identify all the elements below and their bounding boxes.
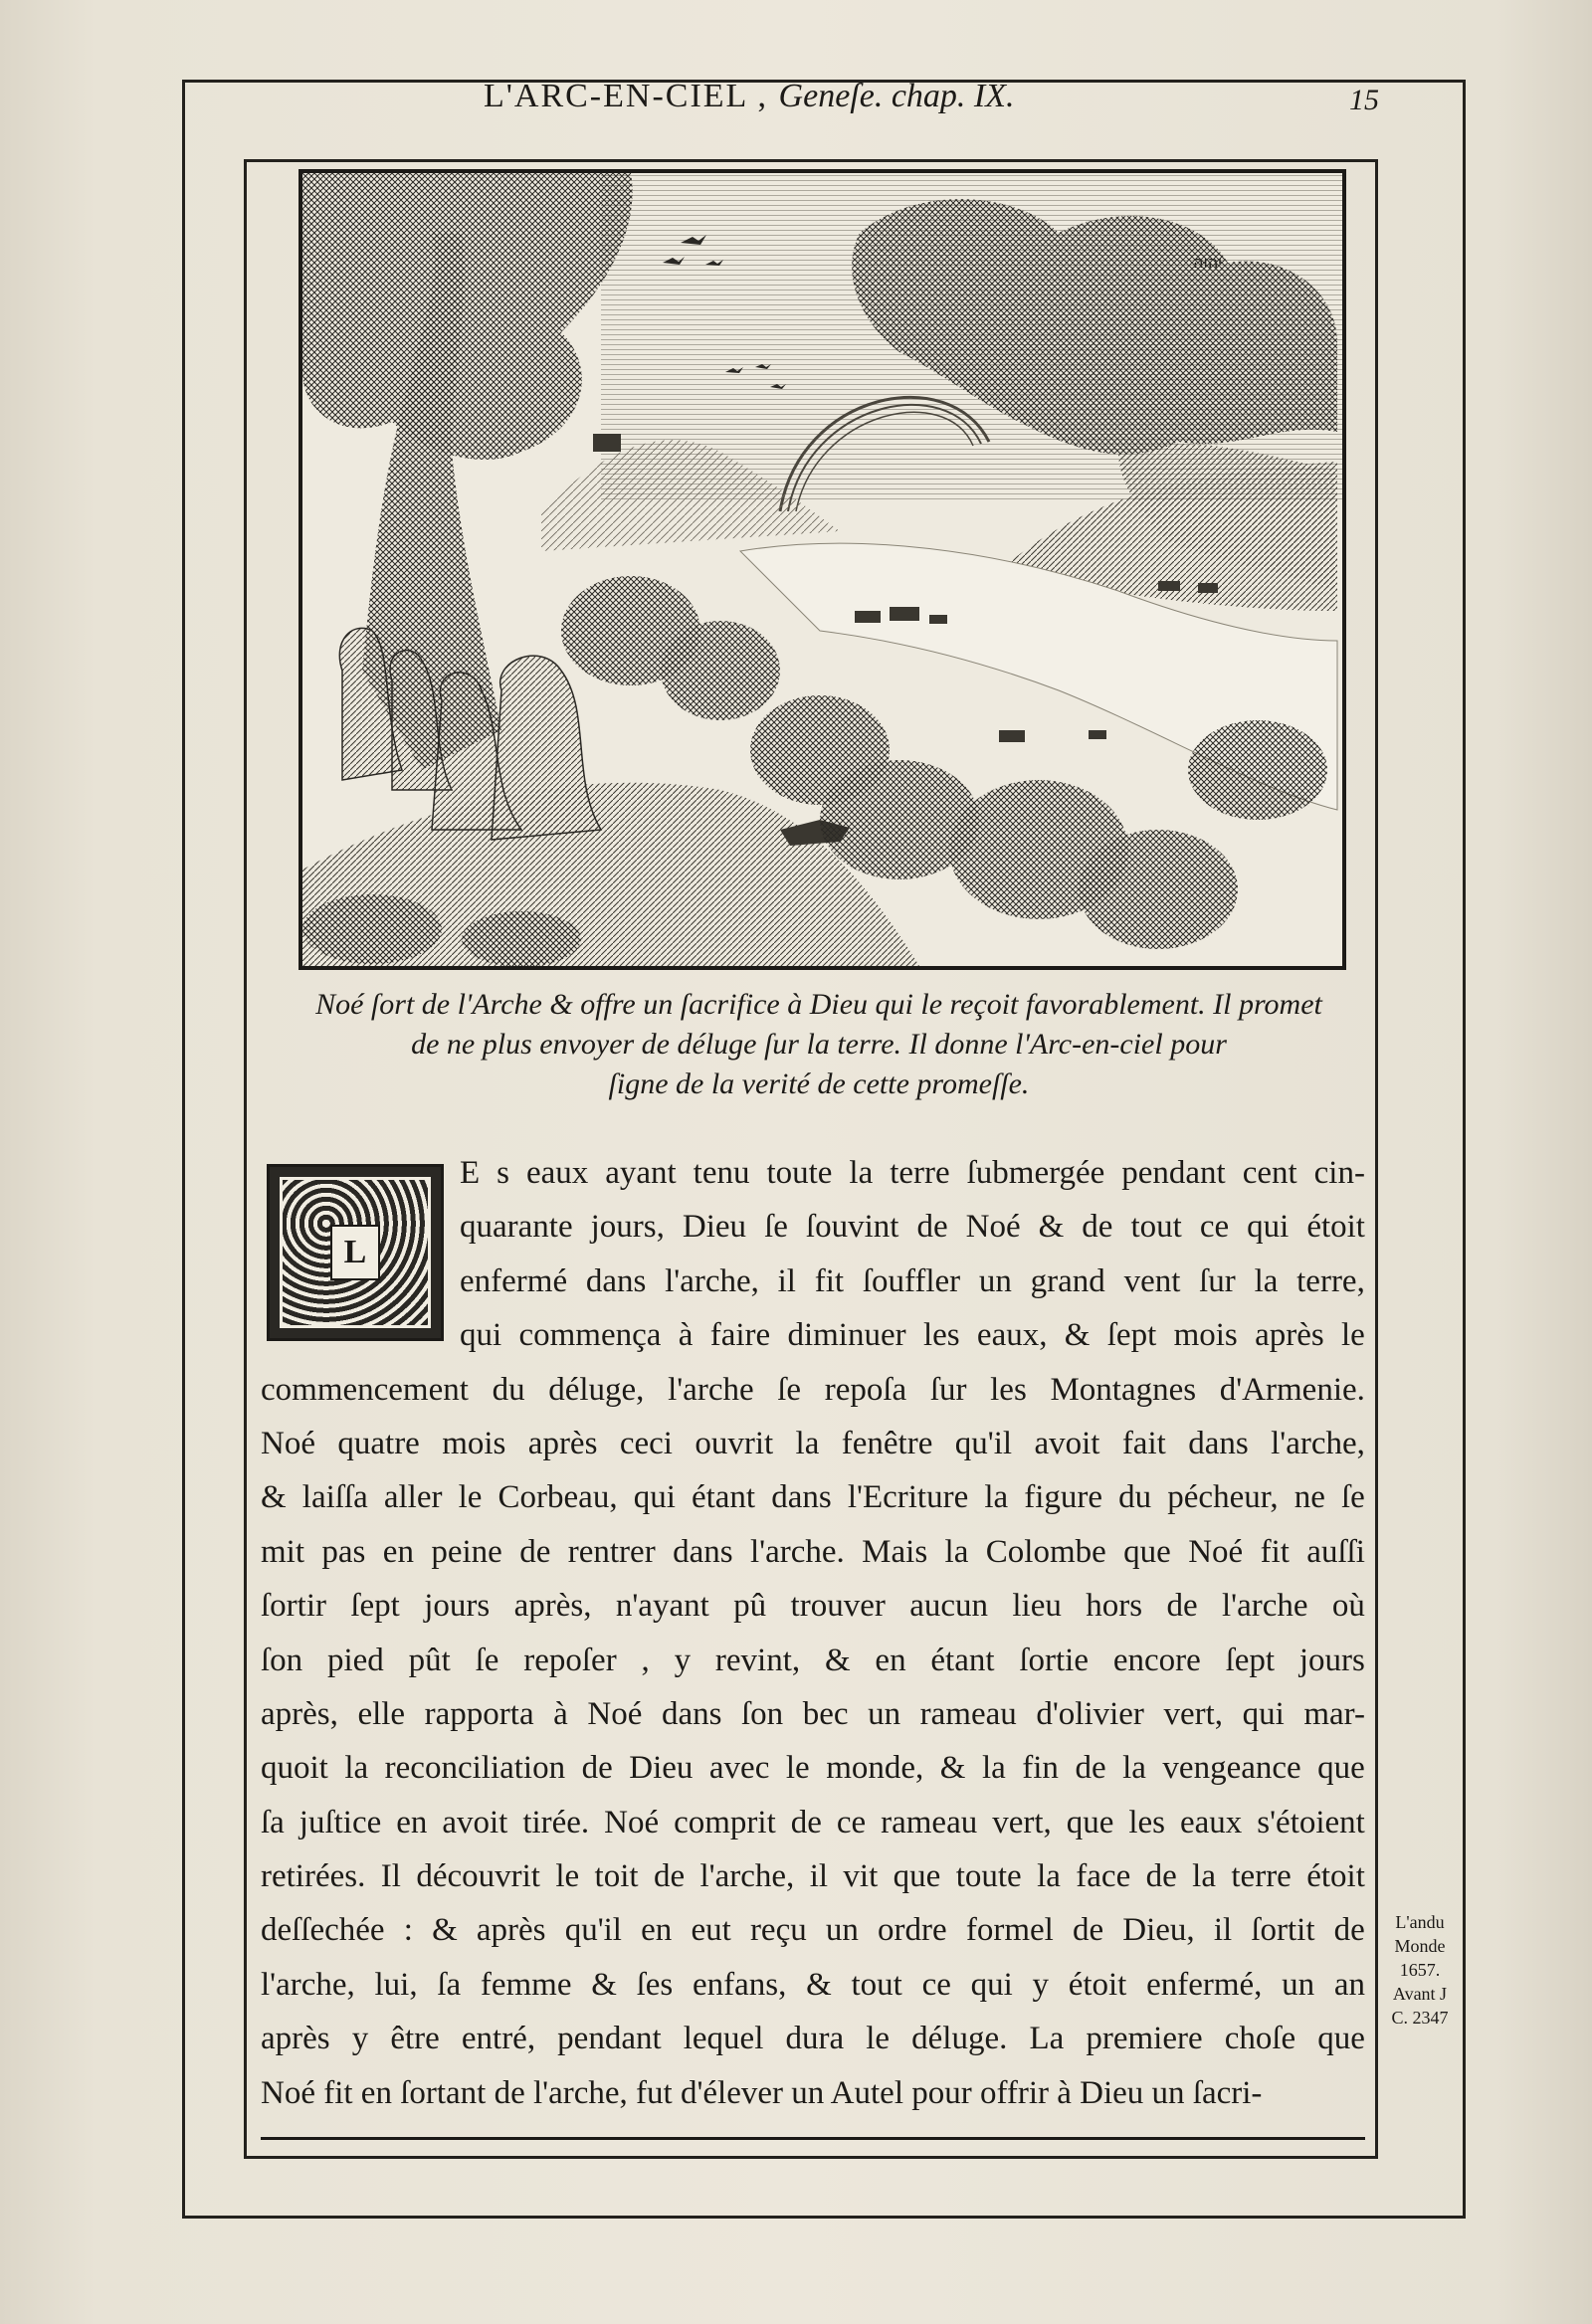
word: dans <box>771 1479 832 1516</box>
word: dans <box>1188 1425 1249 1461</box>
word: ſa <box>261 1804 285 1840</box>
word: qui <box>970 1966 1013 2003</box>
caption-line: Noé ſort de l'Arche & offre un ſacrifice à Dieu qui le reçoit favorablement. Il promet <box>315 988 1322 1021</box>
word: n'ayant <box>615 1588 709 1625</box>
word: pied <box>326 1642 384 1678</box>
word: ſe <box>777 1371 802 1408</box>
word: monde, <box>826 1750 924 1787</box>
word: l'arche <box>668 1371 754 1408</box>
word: les <box>990 1371 1027 1408</box>
word: terre, <box>1296 1262 1365 1299</box>
word: Noé <box>965 1209 1021 1246</box>
word: de <box>1072 1912 1104 1949</box>
word: & <box>591 1966 617 2003</box>
word: enfermé <box>460 1262 568 1299</box>
engraving-scene <box>302 173 1342 966</box>
word: étant <box>691 1479 756 1516</box>
word: la <box>984 1479 1009 1516</box>
word: encore <box>1112 1642 1201 1678</box>
word: ſept <box>1225 1642 1276 1678</box>
running-title <box>484 78 1015 115</box>
word: que <box>1317 2021 1365 2057</box>
word: Il <box>380 1858 401 1895</box>
word: étoit <box>1306 1209 1365 1246</box>
word: le <box>458 1479 483 1516</box>
body-line <box>261 1200 1365 1254</box>
body-line <box>261 1255 1365 1308</box>
word: ſouffler <box>862 1262 961 1299</box>
word: ouvrit <box>695 1425 774 1461</box>
word: cin- <box>1313 1155 1365 1191</box>
body-line <box>261 1363 1365 1417</box>
word: ſortie <box>1019 1642 1089 1678</box>
word: ſe <box>475 1642 499 1678</box>
word: quatre <box>337 1425 420 1461</box>
word: diminuer <box>787 1317 906 1354</box>
word: fit <box>1260 1533 1290 1570</box>
word: pût <box>408 1642 451 1678</box>
word: ſe <box>764 1209 788 1246</box>
word: femme <box>480 1966 572 2003</box>
word: qui <box>1242 1695 1285 1732</box>
word: mois <box>442 1425 506 1461</box>
word: tout <box>851 1966 902 2003</box>
word: de <box>1166 1588 1198 1625</box>
word: déluge, <box>548 1371 645 1408</box>
word: lieu <box>1012 1588 1062 1625</box>
body-line <box>261 1308 1365 1362</box>
word: de <box>1075 1750 1106 1787</box>
body-line <box>261 1417 1365 1470</box>
word: il <box>1213 1912 1233 1949</box>
word: le <box>785 1750 810 1787</box>
word: bec <box>802 1695 849 1732</box>
word: juſtice <box>298 1804 382 1840</box>
word: : <box>403 1912 413 1949</box>
divine-name-inscription: יהוה <box>1193 253 1222 272</box>
word: jours <box>1298 1642 1365 1678</box>
word: trouver <box>790 1588 886 1625</box>
word: avec <box>708 1750 770 1787</box>
word: la <box>1192 1858 1216 1895</box>
word: fenêtre <box>841 1425 933 1461</box>
word: avoit <box>442 1804 508 1840</box>
word: pas <box>321 1533 366 1570</box>
word: Noé <box>604 1804 660 1840</box>
margin-note-line: 1657. <box>1399 1960 1441 1980</box>
word: rentrer <box>567 1533 656 1570</box>
word: elle <box>357 1695 406 1732</box>
word: toit <box>594 1858 639 1895</box>
word: ceci <box>619 1425 673 1461</box>
word: y <box>351 2021 369 2057</box>
word: rameau <box>881 1804 978 1840</box>
word: ſes <box>636 1966 674 2003</box>
word: qui <box>1247 1209 1290 1246</box>
word: un <box>825 1912 859 1949</box>
word: du <box>492 1371 525 1408</box>
word: avoit <box>1034 1425 1100 1461</box>
word: repoſer <box>523 1642 617 1678</box>
word: La <box>1029 2021 1065 2057</box>
word: lequel <box>683 2021 764 2057</box>
word: fin <box>1022 1750 1059 1787</box>
text-bottom-rule <box>261 2137 1365 2140</box>
word: enfans, <box>693 1966 787 2003</box>
word: & <box>261 1479 287 1516</box>
word: qu'il <box>564 1912 622 1949</box>
word: commencement <box>261 1371 469 1408</box>
word: mar- <box>1303 1695 1365 1732</box>
word: vert, <box>1163 1695 1224 1732</box>
word: du <box>1118 1479 1152 1516</box>
word: figure <box>1024 1479 1103 1516</box>
word: jours, <box>590 1209 665 1246</box>
margin-note-line: Monde <box>1394 1936 1446 1956</box>
word: ſur <box>1199 1262 1236 1299</box>
word: d'olivier <box>1036 1695 1144 1732</box>
word: un <box>978 1262 1012 1299</box>
running-title-main: L'ARC-EN-CIEL , <box>484 78 769 114</box>
word: ſept <box>350 1588 400 1625</box>
word: fait <box>1121 1425 1166 1461</box>
word: & <box>432 1912 458 1949</box>
word: ſa <box>437 1966 462 2003</box>
word: hors <box>1086 1588 1143 1625</box>
word: la <box>1122 1750 1146 1787</box>
word: eaux <box>525 1155 589 1191</box>
word: grand <box>1030 1262 1105 1299</box>
word: il <box>809 1858 829 1895</box>
word: commença <box>518 1317 662 1354</box>
word: Mais <box>862 1533 928 1570</box>
word: formel <box>965 1912 1054 1949</box>
word: peine <box>431 1533 502 1570</box>
ark-on-mountain <box>593 434 621 452</box>
word: & <box>806 1966 832 2003</box>
word: l'Ecriture <box>847 1479 969 1516</box>
word: aller <box>383 1479 443 1516</box>
word: ſon <box>741 1695 784 1732</box>
word: découvrit <box>416 1858 540 1895</box>
word: la <box>1254 1262 1279 1299</box>
word: ſept <box>1106 1317 1157 1354</box>
word: retirées. <box>261 1858 366 1895</box>
word: l'arche. <box>749 1533 845 1570</box>
word: il <box>777 1262 796 1299</box>
word: y <box>674 1642 692 1678</box>
body-line <box>261 1796 1365 1849</box>
word: les <box>922 1317 960 1354</box>
caption-line: ſigne de la verité de cette promeſſe. <box>608 1067 1030 1100</box>
word: d'Armenie. <box>1219 1371 1365 1408</box>
word: ordre <box>878 1912 947 1949</box>
word: Montagnes <box>1050 1371 1197 1408</box>
word: rameau <box>919 1695 1017 1732</box>
body-line <box>261 1634 1365 1687</box>
word: choſe <box>1224 2021 1296 2057</box>
word: ayant <box>605 1155 677 1191</box>
word: entré, <box>461 2021 536 2057</box>
word: que <box>1123 1533 1171 1570</box>
body-text <box>261 1146 1365 2120</box>
initial-letter: L <box>330 1225 380 1280</box>
word: qui <box>460 1317 502 1354</box>
body-line <box>261 1146 1365 1200</box>
word: ſon <box>261 1642 303 1678</box>
word: à <box>678 1317 694 1354</box>
word: Noé <box>1188 1533 1244 1570</box>
body-line <box>261 1579 1365 1633</box>
word: rapporta <box>424 1695 534 1732</box>
word: le <box>555 1858 580 1895</box>
margin-note-line: L'andu <box>1395 1912 1445 1932</box>
word: la <box>1037 1858 1061 1895</box>
word: quoit <box>261 1750 328 1787</box>
word: jours <box>424 1588 491 1625</box>
word: que <box>1066 1804 1114 1840</box>
word: à <box>553 1695 568 1732</box>
running-title-reference: Geneſe. chap. IX. <box>778 78 1015 114</box>
word: la <box>849 1155 874 1191</box>
word: Noé <box>261 1425 315 1461</box>
word: après, <box>513 1588 592 1625</box>
word: an <box>1333 1966 1365 2003</box>
word: s'étoient <box>1257 1804 1365 1840</box>
word: toute <box>766 1155 833 1191</box>
word: eaux, <box>976 1317 1048 1354</box>
word: auſſi <box>1306 1533 1365 1570</box>
word: reçu <box>749 1912 807 1949</box>
word: l'arche <box>1221 1588 1308 1625</box>
word: cent <box>1242 1155 1297 1191</box>
word: Colombe <box>985 1533 1106 1570</box>
word: vent <box>1123 1262 1181 1299</box>
word: ſur <box>929 1371 967 1408</box>
word: de <box>1333 1912 1365 1949</box>
word: ſortir <box>261 1588 326 1625</box>
word: aucun <box>909 1588 988 1625</box>
word: la <box>981 1750 1006 1787</box>
word: en <box>641 1912 673 1949</box>
word: après <box>476 1912 546 1949</box>
word: tirée. <box>522 1804 590 1840</box>
word: faire <box>709 1317 771 1354</box>
word: mois <box>1173 1317 1238 1354</box>
word: face <box>1076 1858 1131 1895</box>
word: le <box>866 2021 891 2057</box>
body-line <box>261 1687 1365 1741</box>
word: dans <box>673 1533 733 1570</box>
word: ce <box>1199 1209 1230 1246</box>
word: fit <box>814 1262 845 1299</box>
word: dura <box>785 2021 845 2057</box>
word: Dieu, <box>1122 1912 1195 1949</box>
word: qu'il <box>954 1425 1013 1461</box>
word: étoit <box>1068 1966 1127 2003</box>
word: la <box>344 1750 369 1787</box>
word: terre <box>1231 1858 1292 1895</box>
word: lui, <box>374 1966 418 2003</box>
word: premiere <box>1086 2021 1203 2057</box>
margin-note-line: C. 2347 <box>1391 2008 1449 2028</box>
word: tenu <box>693 1155 750 1191</box>
word: de <box>581 1750 613 1787</box>
word: pendant <box>1121 1155 1226 1191</box>
page-number: 15 <box>1349 84 1379 116</box>
word: après, <box>261 1695 338 1732</box>
word: enfermé, <box>1146 1966 1263 2003</box>
word: revint, <box>714 1642 801 1678</box>
caption-line: de ne plus envoyer de déluge ſur la terre. Il donne l'Arc-en-ciel pour <box>411 1028 1227 1061</box>
word: Dieu <box>682 1209 747 1246</box>
word: laiſſa <box>301 1479 368 1516</box>
word: la <box>795 1425 820 1461</box>
word: en <box>875 1642 906 1678</box>
word: mit <box>261 1533 305 1570</box>
word: y <box>1032 1966 1049 2003</box>
word: que <box>1317 1750 1365 1787</box>
word: ne <box>1294 1479 1325 1516</box>
word: & <box>939 1750 966 1787</box>
word: en <box>396 1804 428 1840</box>
word: l'arche, <box>699 1858 795 1895</box>
word: après <box>261 2021 330 2057</box>
word: déluge. <box>911 2021 1008 2057</box>
word: Corbeau, <box>498 1479 618 1516</box>
word: quarante <box>460 1209 573 1246</box>
word: de <box>519 1533 551 1570</box>
word: un <box>1282 1966 1315 2003</box>
word: étoit <box>1306 1858 1365 1895</box>
body-line <box>261 1741 1365 1795</box>
word: que <box>893 1858 941 1895</box>
word: après <box>527 1425 598 1461</box>
body-line <box>261 1903 1365 1957</box>
word: ce <box>921 1966 951 2003</box>
word: de <box>1082 1209 1113 1246</box>
word: étant <box>930 1642 995 1678</box>
body-line: Noé fit en ſortant de l'arche, fut d'élever un Autel pour offrir à Dieu un ſacri- <box>261 2074 1263 2111</box>
word: l'arche, <box>261 1966 355 2003</box>
word: de <box>790 1804 822 1840</box>
word: comprit <box>674 1804 776 1840</box>
word: s <box>497 1155 509 1191</box>
word: pécheur, <box>1167 1479 1279 1516</box>
margin-date-note <box>1385 1910 1455 2030</box>
body-line <box>261 1470 1365 1524</box>
word: de <box>1145 1858 1177 1895</box>
word: toute <box>955 1858 1022 1895</box>
word: pû <box>733 1588 767 1625</box>
word: de <box>916 1209 948 1246</box>
word: le <box>1341 1317 1365 1354</box>
word: de <box>653 1858 686 1895</box>
word: E <box>460 1155 481 1191</box>
word: Noé <box>587 1695 643 1732</box>
word: deſſechée <box>261 1912 385 1949</box>
word: en <box>382 1533 414 1570</box>
word: pendant <box>557 2021 662 2057</box>
word: dans <box>585 1262 647 1299</box>
word: qui <box>633 1479 676 1516</box>
word: , <box>641 1642 650 1678</box>
word: & <box>1038 1209 1065 1246</box>
engraving-illustration <box>298 169 1346 970</box>
word: ſortit <box>1251 1912 1315 1949</box>
word: & <box>1064 1317 1091 1354</box>
word: les <box>1128 1804 1166 1840</box>
word: ſubmergée <box>966 1155 1105 1191</box>
illustration-caption <box>267 985 1371 1104</box>
word: un <box>868 1695 901 1732</box>
word: terre <box>890 1155 950 1191</box>
word: Dieu <box>629 1750 694 1787</box>
margin-note-line: Avant J <box>1392 1984 1448 2004</box>
word: vert, <box>992 1804 1052 1840</box>
word: repoſa <box>824 1371 907 1408</box>
word: eaux <box>1180 1804 1243 1840</box>
word: tout <box>1130 1209 1182 1246</box>
word: vit <box>843 1858 879 1895</box>
word: ſe <box>1341 1479 1365 1516</box>
word: ce <box>836 1804 867 1840</box>
word: être <box>390 2021 440 2057</box>
word: & <box>824 1642 851 1678</box>
word: reconciliation <box>384 1750 566 1787</box>
word: eut <box>691 1912 731 1949</box>
word: dans <box>661 1695 722 1732</box>
word: vengeance <box>1162 1750 1301 1787</box>
word: après <box>1255 1317 1324 1354</box>
word: ſouvint <box>805 1209 899 1246</box>
body-line <box>261 1958 1365 2012</box>
word: la <box>944 1533 969 1570</box>
word: l'arche, <box>665 1262 759 1299</box>
word: où <box>1331 1588 1365 1625</box>
body-line <box>261 1525 1365 1579</box>
word: l'arche, <box>1271 1425 1365 1461</box>
body-line <box>261 1849 1365 1903</box>
body-line <box>261 2012 1365 2065</box>
